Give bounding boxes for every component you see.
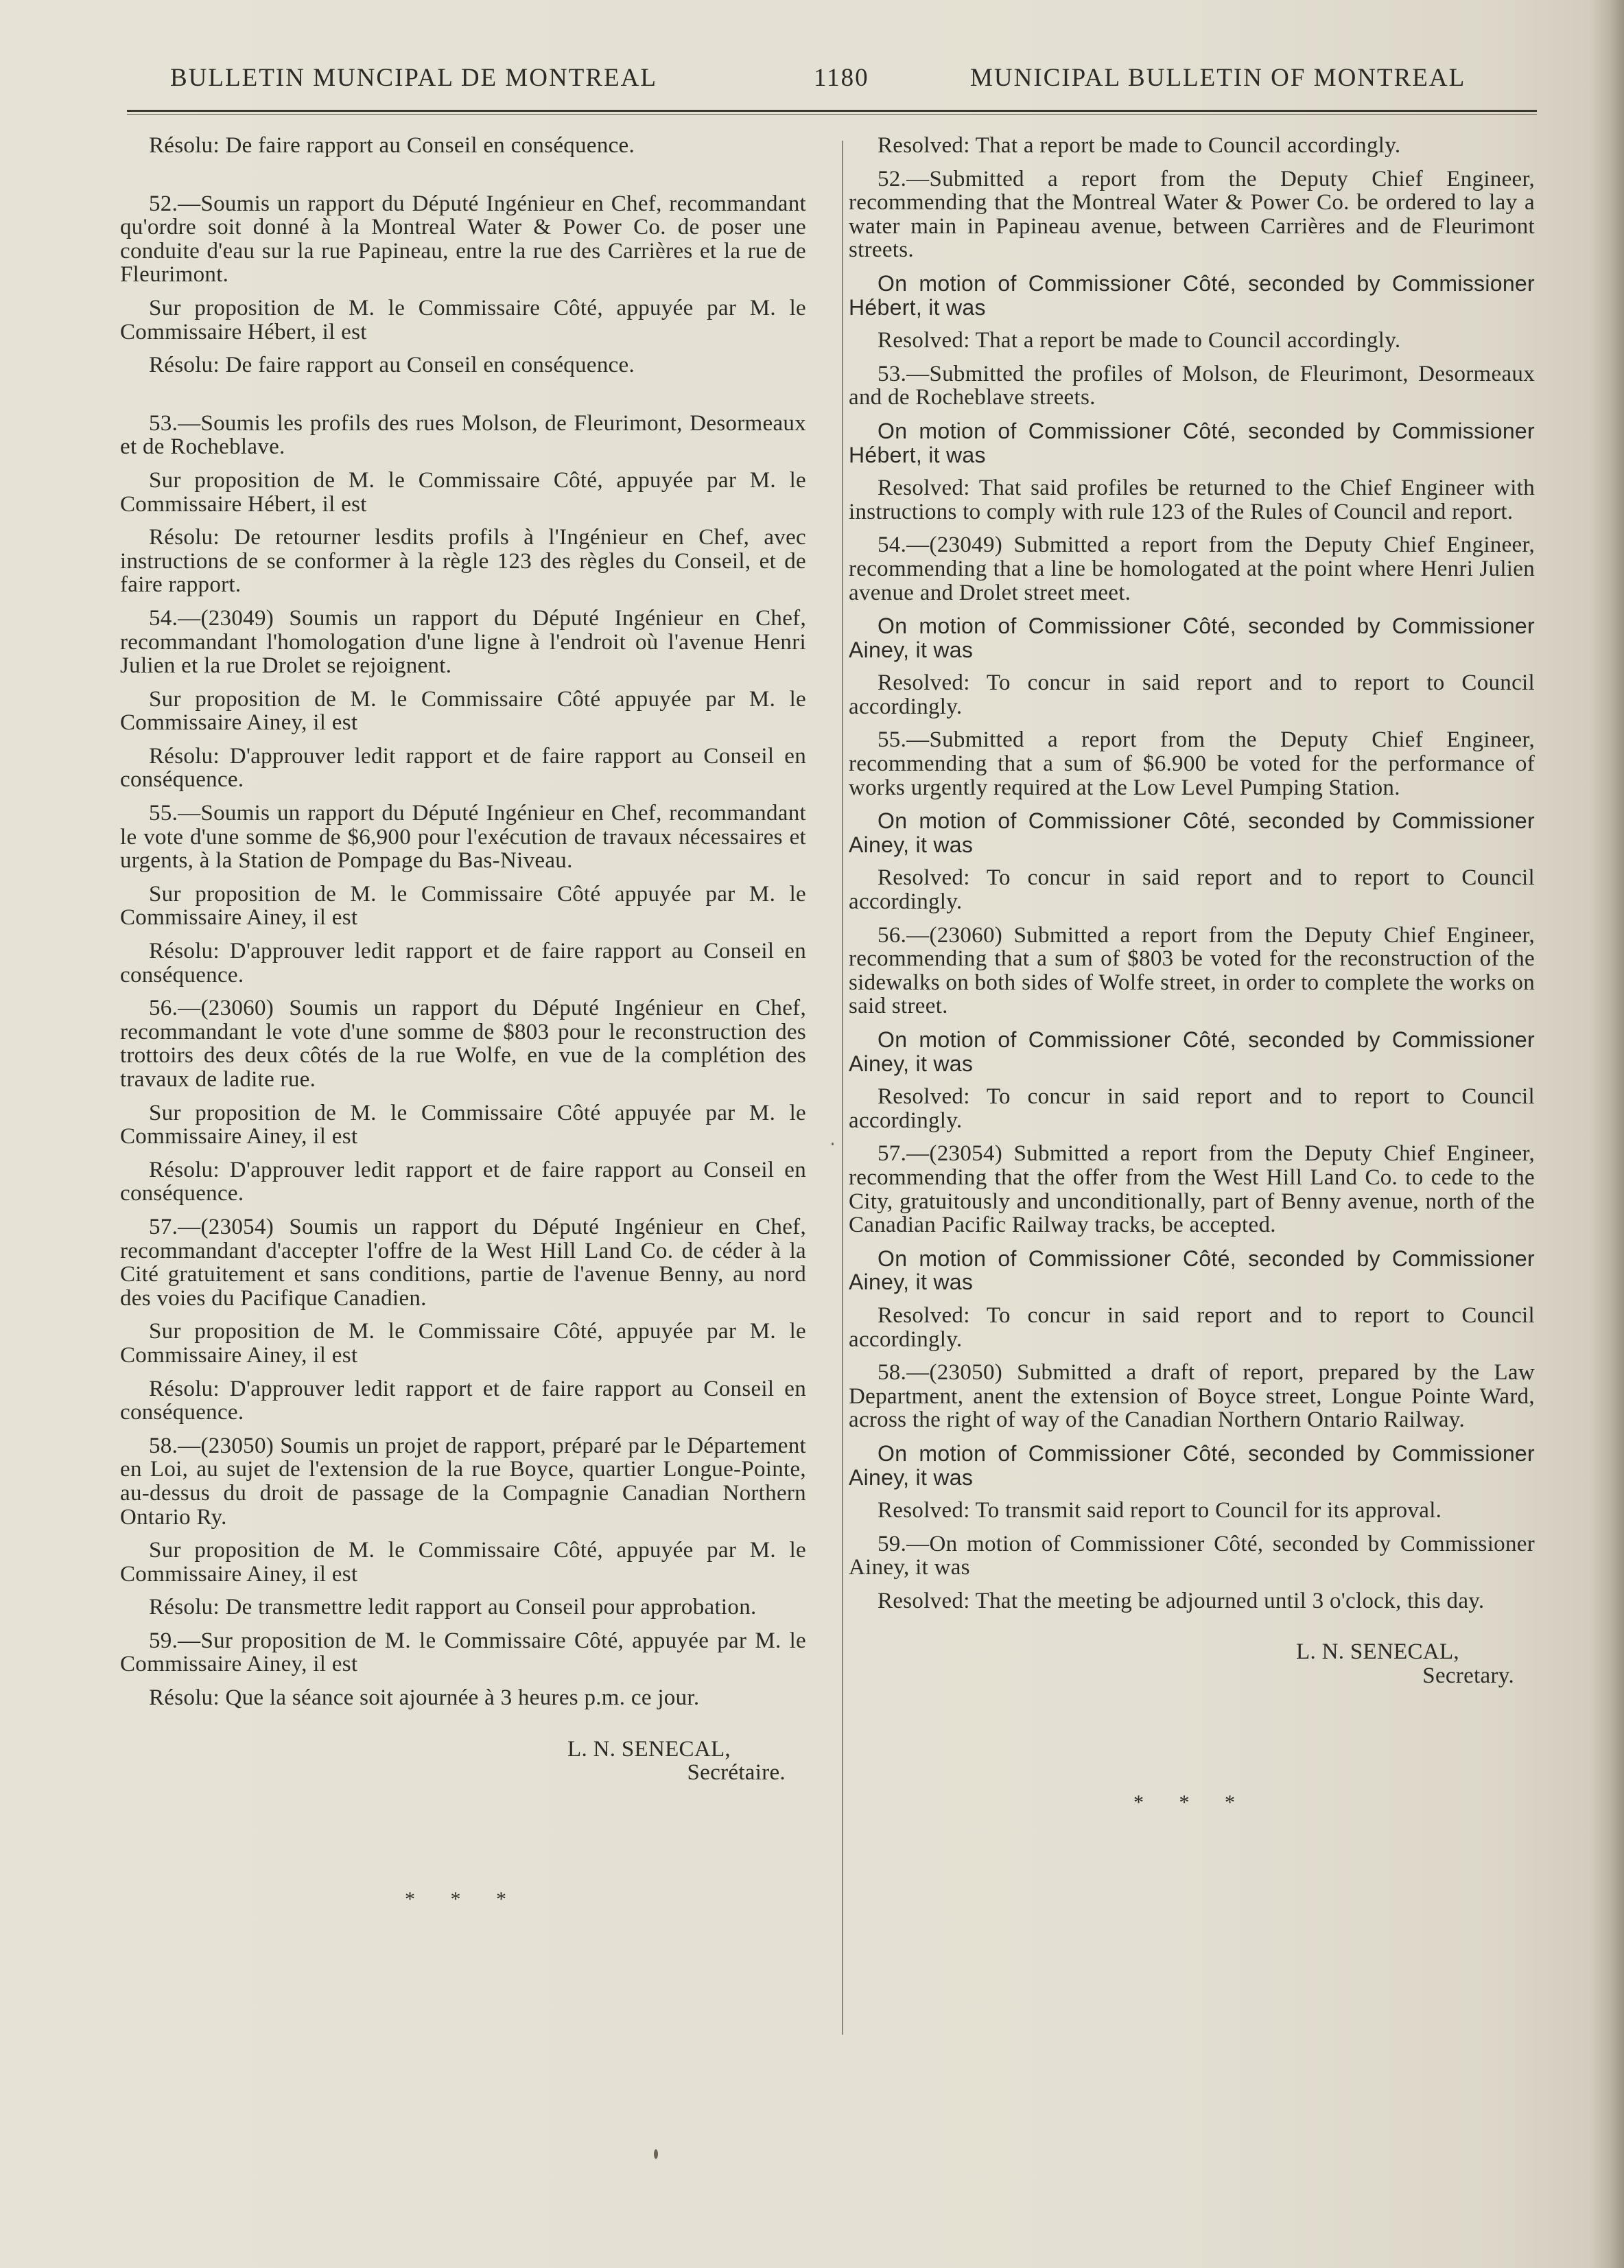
page-edge-shadow	[1590, 0, 1624, 2268]
signature-block	[120, 1738, 806, 1785]
paragraph: Resolved: To concur in said report and to report to Council accordingly.	[849, 1084, 1535, 1133]
paragraph: Résolu: De transmettre ledit rapport au Conseil pour approbation.	[149, 1595, 757, 1620]
paragraph: Resolved: That the meeting be adjourned until 3 o'clock, this day.	[878, 1588, 1485, 1613]
french-column	[120, 134, 806, 1911]
paragraph: Resolved: That a report be made to Council accordingly.	[878, 328, 1401, 353]
paragraph: Résolu: De faire rapport au Conseil en conséquence.	[149, 133, 635, 158]
paragraph: 53.—Submitted the profiles of Molson, de Fleurimont, Desormeaux and de Rocheblave streets.	[849, 361, 1535, 410]
paragraph: Sur proposition de M. le Commissaire Côté appuyée par M. le Commissaire Ainey, il est	[120, 1100, 806, 1149]
paragraph: Résolu: D'approuver ledit rapport et de faire rapport au Conseil en conséquence.	[120, 939, 806, 987]
paragraph: Résolu: D'approuver ledit rapport et de faire rapport au Conseil en conséquence.	[120, 1376, 806, 1425]
paragraph: Résolu: De retourner lesdits profils à l'Ingénieur en Chef, avec instructions de se conformer à la règle 123 des règles du Conseil, et de faire rapport.	[120, 525, 806, 598]
paragraph: 59.—On motion of Commissioner Côté, seconded by Commissioner Ainey, it was	[849, 1531, 1535, 1580]
english-column	[849, 134, 1535, 1814]
paragraph: Sur proposition de M. le Commissaire Côté, appuyée par M. le Commissaire Hébert, il est	[120, 467, 806, 517]
motion-paragraph: On motion of Commissioner Côté, seconded by Commissioner Ainey, it was	[849, 808, 1535, 857]
paragraph: Sur proposition de M. le Commissaire Côté appuyée par M. le Commissaire Ainey, il est	[120, 881, 806, 931]
motion-paragraph: On motion of Commissioner Côté, seconded by Commissioner Hébert, it was	[849, 270, 1535, 320]
motion-paragraph: On motion of Commissioner Côté, seconded by Commissioner Hébert, it was	[849, 418, 1535, 467]
motion-paragraph: On motion of Commissioner Côté, seconded by Commissioner Ainey, it was	[849, 1246, 1535, 1295]
paragraph: Resolved: To concur in said report and to report to Council accordingly.	[849, 670, 1535, 719]
paragraph: Resolved: That said profiles be returned to the Chief Engineer with instructions to comply with rule 123 of the Rules of Council and report.	[849, 476, 1535, 524]
paragraph: Sur proposition de M. le Commissaire Côté, appuyée par M. le Commissaire Ainey, il est	[120, 1538, 806, 1587]
paragraph: Résolu: De faire rapport au Conseil en conséquence.	[149, 353, 635, 378]
motion-paragraph: On motion of Commissioner Côté, seconded by Commissioner Ainey, it was	[849, 1027, 1535, 1076]
paragraph: 57.—(23054) Soumis un rapport du Député Ingénieur en Chef, recommandant d'accepter l'offre de la West Hill Land Co. de céder à la Cité gratuitement et sans conditions, partie de l'avenue Benny, au nord des voies du Pacifique Canadien.	[120, 1214, 806, 1311]
signature-title: Secretary.	[1422, 1663, 1514, 1689]
print-speck	[832, 1143, 834, 1145]
page-number: 1180	[814, 64, 869, 92]
section-separator: * * *	[1133, 1790, 1250, 1814]
signature-name: L. N. SENECAL,	[1296, 1639, 1459, 1665]
paragraph: 54.—(23049) Soumis un rapport du Député Ingénieur en Chef, recommandant l'homologation d'une ligne à l'endroit où l'avenue Henri Julien et la rue Drolet se rejoignent.	[120, 605, 806, 679]
paragraph: 58.—(23050) Submitted a draft of report, prepared by the Law Department, anent the extension of Boyce street, Longue Pointe Ward, across the right of way of the Canadian Northern Ontario Railway.	[849, 1360, 1535, 1433]
header-title-french: BULLETIN MUNCIPAL DE MONTREAL	[170, 64, 657, 92]
paragraph: Resolved: To concur in said report and to report to Council accordingly.	[849, 865, 1535, 915]
header-rule	[127, 110, 1537, 112]
header-title-english: MUNICIPAL BULLETIN OF MONTREAL	[970, 64, 1466, 92]
paragraph: 58.—(23050) Soumis un projet de rapport, préparé par le Département en Loi, au sujet de l'extension de la rue Boyce, quartier Longue-Pointe, au-dessus du droit de passage de la Compagnie Canadian Northern Ontario Ry.	[120, 1433, 806, 1530]
signature-title: Secrétaire.	[687, 1760, 786, 1786]
paragraph: 55.—Soumis un rapport du Député Ingénieur en Chef, recommandant le vote d'une somme de $6,900 pour l'exécution de travaux nécessaires et urgents, à la Station de Pompage du Bas-Niveau.	[120, 801, 806, 874]
paragraph: Sur proposition de M. le Commissaire Côté, appuyée par M. le Commissaire Hébert, il est	[120, 295, 806, 344]
signature-name: L. N. SENECAL,	[567, 1736, 731, 1762]
paragraph: 56.—(23060) Submitted a report from the Deputy Chief Engineer, recommending that a sum of $803 be voted for the reconstruction of the sidewalks on both sides of Wolfe street, in order to complete the works on said street.	[849, 922, 1535, 1019]
paragraph: Sur proposition de M. le Commissaire Côté, appuyée par M. le Commissaire Ainey, il est	[120, 1319, 806, 1368]
paragraph: Resolved: To concur in said report and to report to Council accordingly.	[849, 1302, 1535, 1352]
paragraph: Résolu: D'approuver ledit rapport et de faire rapport au Conseil en conséquence.	[120, 1157, 806, 1206]
paragraph: 59.—Sur proposition de M. le Commissaire Côté, appuyée par M. le Commissaire Ainey, il est	[120, 1628, 806, 1677]
motion-paragraph: On motion of Commissioner Côté, seconded by Commissioner Ainey, it was	[849, 613, 1535, 662]
paragraph: Résolu: D'approuver ledit rapport et de faire rapport au Conseil en conséquence.	[120, 743, 806, 793]
paragraph: Resolved: That a report be made to Council accordingly.	[878, 133, 1401, 158]
paragraph: 55.—Submitted a report from the Deputy Chief Engineer, recommending that a sum of $6.900 be voted for the performance of works urgently required at the Low Level Pumping Station.	[849, 727, 1535, 800]
paragraph: 52.—Submitted a report from the Deputy Chief Engineer, recommending that the Montreal Water & Power Co. be ordered to lay a water main in Papineau avenue, between Carrières and de Fleurimont streets.	[849, 166, 1535, 263]
paragraph: 52.—Soumis un rapport du Député Ingénieur en Chef, recommandant qu'ordre soit donné à la Montreal Water & Power Co. de poser une conduite d'eau sur la rue Papineau, entre la rue des Carrières et la rue de Fleurimont.	[120, 191, 806, 288]
section-separator: * * *	[405, 1887, 521, 1910]
paragraph: Sur proposition de M. le Commissaire Côté appuyée par M. le Commissaire Ainey, il est	[120, 686, 806, 736]
signature-block	[849, 1640, 1535, 1687]
paragraph: 54.—(23049) Submitted a report from the Deputy Chief Engineer, recommending that a line be homologated at the point where Henri Julien avenue and Drolet street meet.	[849, 533, 1535, 605]
header-rule-thin	[127, 114, 1537, 115]
column-divider	[842, 141, 843, 2035]
paragraph: Resolved: To transmit said report to Council for its approval.	[878, 1498, 1442, 1523]
paragraph: 57.—(23054) Submitted a report from the Deputy Chief Engineer, recommending that the offer from the West Hill Land Co. to cede to the City, gratuitously and unconditionally, part of Benny avenue, north of the Canadian Pacific Railway tracks, be accepted.	[849, 1141, 1535, 1238]
paragraph: 53.—Soumis les profils des rues Molson, de Fleurimont, Desormeaux et de Rocheblave.	[120, 410, 806, 460]
paragraph: Résolu: Que la séance soit ajournée à 3 heures p.m. ce jour.	[149, 1685, 700, 1711]
motion-paragraph: On motion of Commissioner Côté, seconded by Commissioner Ainey, it was	[849, 1440, 1535, 1490]
paragraph: 56.—(23060) Soumis un rapport du Député Ingénieur en Chef, recommandant le vote d'une somme de $803 pour le reconstruction des trottoirs des deux côtés de la rue Wolfe, en vue de la complétion des travaux de ladite rue.	[120, 996, 806, 1092]
print-speck	[654, 2149, 658, 2159]
